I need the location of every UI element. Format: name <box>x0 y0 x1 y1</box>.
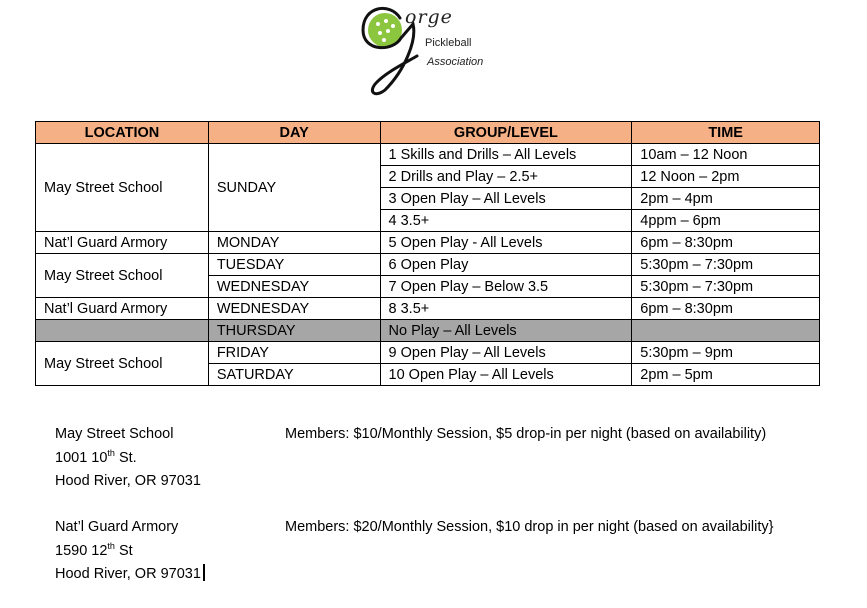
header-day: DAY <box>208 122 380 144</box>
cell-time: 2pm – 5pm <box>632 364 820 386</box>
venue-street: 1590 12th St <box>55 540 133 559</box>
cell-group: 7 Open Play – Below 3.5 <box>380 276 632 298</box>
cell-time: 5:30pm – 9pm <box>632 342 820 364</box>
table-row <box>36 298 820 320</box>
cell-location: Nat’l Guard Armory <box>36 298 209 320</box>
association-logo <box>355 0 515 100</box>
cell-group: 10 Open Play – All Levels <box>380 364 632 386</box>
cell-day: SATURDAY <box>208 364 380 386</box>
cell-location: May Street School <box>36 254 209 298</box>
cell-group: 9 Open Play – All Levels <box>380 342 632 364</box>
venue-city: Hood River, OR 97031 <box>55 563 205 587</box>
cell-group: 4 3.5+ <box>380 210 632 232</box>
cell-location: Nat’l Guard Armory <box>36 232 209 254</box>
logo-text-gorge: orge <box>405 6 453 28</box>
header-location: LOCATION <box>36 122 209 144</box>
cell-group: 3 Open Play – All Levels <box>380 188 632 210</box>
cell-day: THURSDAY <box>208 320 380 342</box>
cell-time: 2pm – 4pm <box>632 188 820 210</box>
cell-day: FRIDAY <box>208 342 380 364</box>
pricing-armory: Members: $20/Monthly Session, $10 drop in per night (based on availability} <box>285 519 774 535</box>
header-group-level: GROUP/LEVEL <box>380 122 632 144</box>
cell-day: MONDAY <box>208 232 380 254</box>
table-row <box>36 254 820 276</box>
cell-day: WEDNESDAY <box>208 276 380 298</box>
cell-group: No Play – All Levels <box>380 320 632 342</box>
table-row <box>36 232 820 254</box>
cell-time: 10am – 12 Noon <box>632 144 820 166</box>
cell-time: 5:30pm – 7:30pm <box>632 254 820 276</box>
text-cursor <box>203 564 205 581</box>
cell-day: SUNDAY <box>208 144 380 232</box>
cell-time: 6pm – 8:30pm <box>632 232 820 254</box>
cell-time: 5:30pm – 7:30pm <box>632 276 820 298</box>
cell-group: 2 Drills and Play – 2.5+ <box>380 166 632 188</box>
venue-city: Hood River, OR 97031 <box>55 473 201 489</box>
venue-name: Nat’l Guard Armory <box>55 519 179 535</box>
cell-group: 1 Skills and Drills – All Levels <box>380 144 632 166</box>
table-row-no-play <box>36 320 820 342</box>
schedule-table <box>35 121 820 386</box>
cell-time: 4ppm – 6pm <box>632 210 820 232</box>
venue-address-armory <box>55 516 205 587</box>
logo-text-pickleball: Pickleball <box>425 37 472 49</box>
venue-street: 1001 10th St. <box>55 447 137 466</box>
pricing-may-street: Members: $10/Monthly Session, $5 drop-in per night (based on availability) <box>285 426 767 442</box>
cell-location: May Street School <box>36 144 209 232</box>
table-row <box>36 144 820 166</box>
cell-location <box>36 320 209 342</box>
cell-location: May Street School <box>36 342 209 386</box>
cell-group: 6 Open Play <box>380 254 632 276</box>
cell-time: 12 Noon – 2pm <box>632 166 820 188</box>
cell-group: 8 3.5+ <box>380 298 632 320</box>
cell-day: WEDNESDAY <box>208 298 380 320</box>
table-header-row <box>36 122 820 144</box>
cell-time <box>632 320 820 342</box>
table-row <box>36 342 820 364</box>
header-time: TIME <box>632 122 820 144</box>
logo-text-association: Association <box>427 56 484 68</box>
cell-day: TUESDAY <box>208 254 380 276</box>
venue-name: May Street School <box>55 426 174 442</box>
venue-address-may-street <box>55 423 201 494</box>
cell-time: 6pm – 8:30pm <box>632 298 820 320</box>
cell-group: 5 Open Play - All Levels <box>380 232 632 254</box>
